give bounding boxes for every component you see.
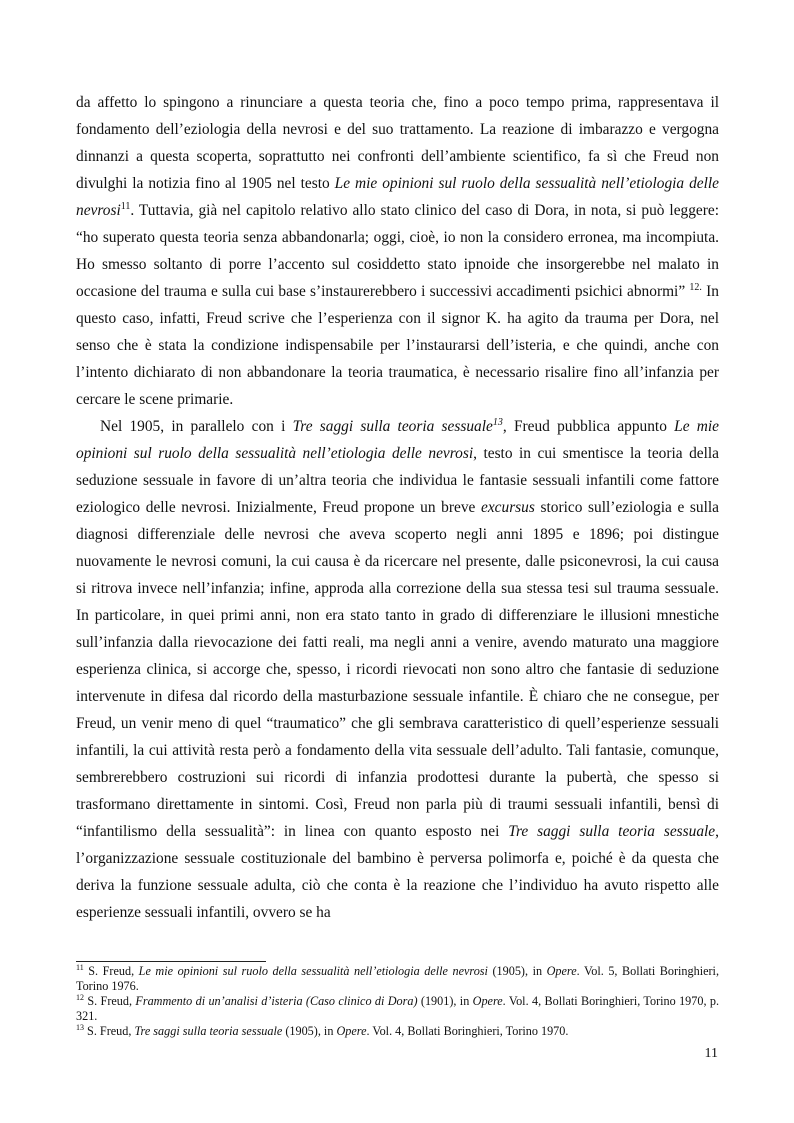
book-title: Le mie opinioni sul ruolo della sessualità nell’etiologia delle nevrosi	[138, 964, 488, 978]
paragraph-1	[76, 89, 719, 413]
footnote-13	[76, 1024, 719, 1039]
series-title: Opere	[472, 994, 503, 1008]
footnote-ref-12: 12.	[689, 281, 702, 293]
text-run: da affetto lo spingono a rinunciare a questa teoria che, fino a poco tempo prima, rappresentava il fondamento dell’eziologia della nevrosi e del suo trattamento. La reazione di imbarazzo e vergogna dinnanzi a questa scoperta, soprattutto nei confronti dell’ambiente scientifico, fa sì che Freud non divulghi la notizia fino al 1905 nel testo	[76, 94, 719, 192]
text-run: In questo caso, infatti, Freud scrive che l’esperienza con il signor K. ha agito da trauma per Dora, nel senso che è stata la condizione indispensabile per l’instaurarsi dell’isteria, e che quindi, anche con l’intento dichiarato di non abbandonare la teoria traumatica, è necessario risalire fino all’infanzia per cercare le scene primarie.	[76, 283, 719, 408]
page-number: 11	[704, 1046, 718, 1061]
text-run: storico sull’eziologia e sulla diagnosi differenziale delle nevrosi che aveva scoperto negli anni 1895 e 1896; poi distingue nuovamente le nevrosi comuni, la cui causa è da ricercare nel presente, dalle psiconevrosi, la cui causa si ritrova invece nell’infanzia; infine, approda alla correzione della sua stessa tesi sul trauma sessuale. In particolare, in quei primi anni, non era stato tanto in grado di differenziare le illusioni mnestiche sull’infanzia dalla rievocazione dei fatti reali, ma negli anni a venire, avendo maturato una maggiore esperienza clinica, si accorge che, spesso, i ricordi rievocati non sono altro che fantasie di seduzione intervenute in difesa dal ricordo della masturbazione sessuale infantile. È chiaro che ne consegue, per Freud, un venir meno di quel “traumatico” che gli sembrava caratteristico di quell’esperienze sessuali infantili, la cui attività resta però a fondamento della vita sessuale dell’adulto. Tali fantasie, comunque, sembrerebbero costruzioni sui ricordi di infanzia prodottesi durante la pubertà, che spesso si trasformano direttamente in sintomi. Così, Freud non parla più di traumi sessuali infantili, bensì di “infantilismo della sessualità”: in linea con quanto esposto nei	[76, 499, 719, 840]
series-title: Opere	[336, 1024, 367, 1038]
footnote-ref-11: 11	[120, 200, 131, 212]
footnotes	[76, 964, 719, 1039]
book-title: Tre saggi sulla teoria sessuale	[292, 418, 493, 435]
text-run: (1905), in	[282, 1024, 337, 1038]
book-title: Tre saggi sulla teoria sessuale	[508, 823, 716, 840]
footnote-ref-13: 13	[492, 416, 503, 428]
text-run: Nel 1905, in parallelo con i	[100, 418, 293, 435]
text-run: , testo in cui smentisce la teoria della seduzione sessuale in favore di un’altra teoria che individua le fantasie sessuali infantili come fattore eziologico delle nevrosi. Inizialmente, Freud propone un breve	[76, 445, 719, 516]
text-run: S. Freud,	[84, 1024, 135, 1038]
footnote-separator	[76, 961, 266, 962]
text-run: (1901), in	[417, 994, 473, 1008]
body-text	[76, 89, 719, 926]
footnote-12	[76, 994, 719, 1024]
italic-term: excursus	[481, 499, 535, 516]
footnote-11	[76, 964, 719, 994]
text-run: . Vol. 4, Bollati Boringhieri, Torino 1970, p. 321.	[76, 994, 719, 1023]
book-title: Frammento di un’analisi d’isteria (Caso clinico di Dora)	[135, 994, 418, 1008]
footnote-number: 11	[76, 962, 84, 972]
footnote-number: 12	[76, 992, 84, 1002]
paragraph-2	[76, 413, 719, 926]
text-run: . Vol. 5, Bollati Boringhieri, Torino 1976.	[76, 964, 719, 993]
book-title: Le mie opinioni sul ruolo della sessualità nell’etiologia delle nevrosi	[76, 418, 720, 462]
book-title: Tre saggi sulla teoria sessuale	[134, 1024, 283, 1038]
book-title: Le mie opinioni sul ruolo della sessualità nell’etiologia delle nevrosi	[76, 175, 720, 219]
text-run: , l’organizzazione sessuale costituzionale del bambino è perversa polimorfa e, poiché è da questa che deriva la funzione sessuale adulta, ciò che conta è la reazione che l’individuo ha avuto rispetto alle esperienze sessuali infantili, ovvero se ha	[76, 823, 719, 921]
text-run: S. Freud,	[84, 994, 136, 1008]
footnote-number: 13	[76, 1022, 84, 1032]
text-run: (1905), in	[487, 964, 547, 978]
series-title: Opere	[546, 964, 577, 978]
text-run: , Freud pubblica appunto	[502, 418, 675, 435]
text-run: . Vol. 4, Bollati Boringhieri, Torino 1970.	[366, 1024, 569, 1038]
text-run: . Tuttavia, già nel capitolo relativo allo stato clinico del caso di Dora, in nota, si può leggere: “ho superato questa teoria senza abbandonarla; oggi, cioè, io non la considero erronea, ma incompiuta. Ho smesso soltanto di porre l’accento sul cosiddetto stato ipnoide che insorgerebbe nel malato in occasione del trauma e sulla cui base s’instaurerebbero i successivi accadimenti psichici abnormi”	[76, 202, 719, 300]
text-run: S. Freud,	[83, 964, 139, 978]
